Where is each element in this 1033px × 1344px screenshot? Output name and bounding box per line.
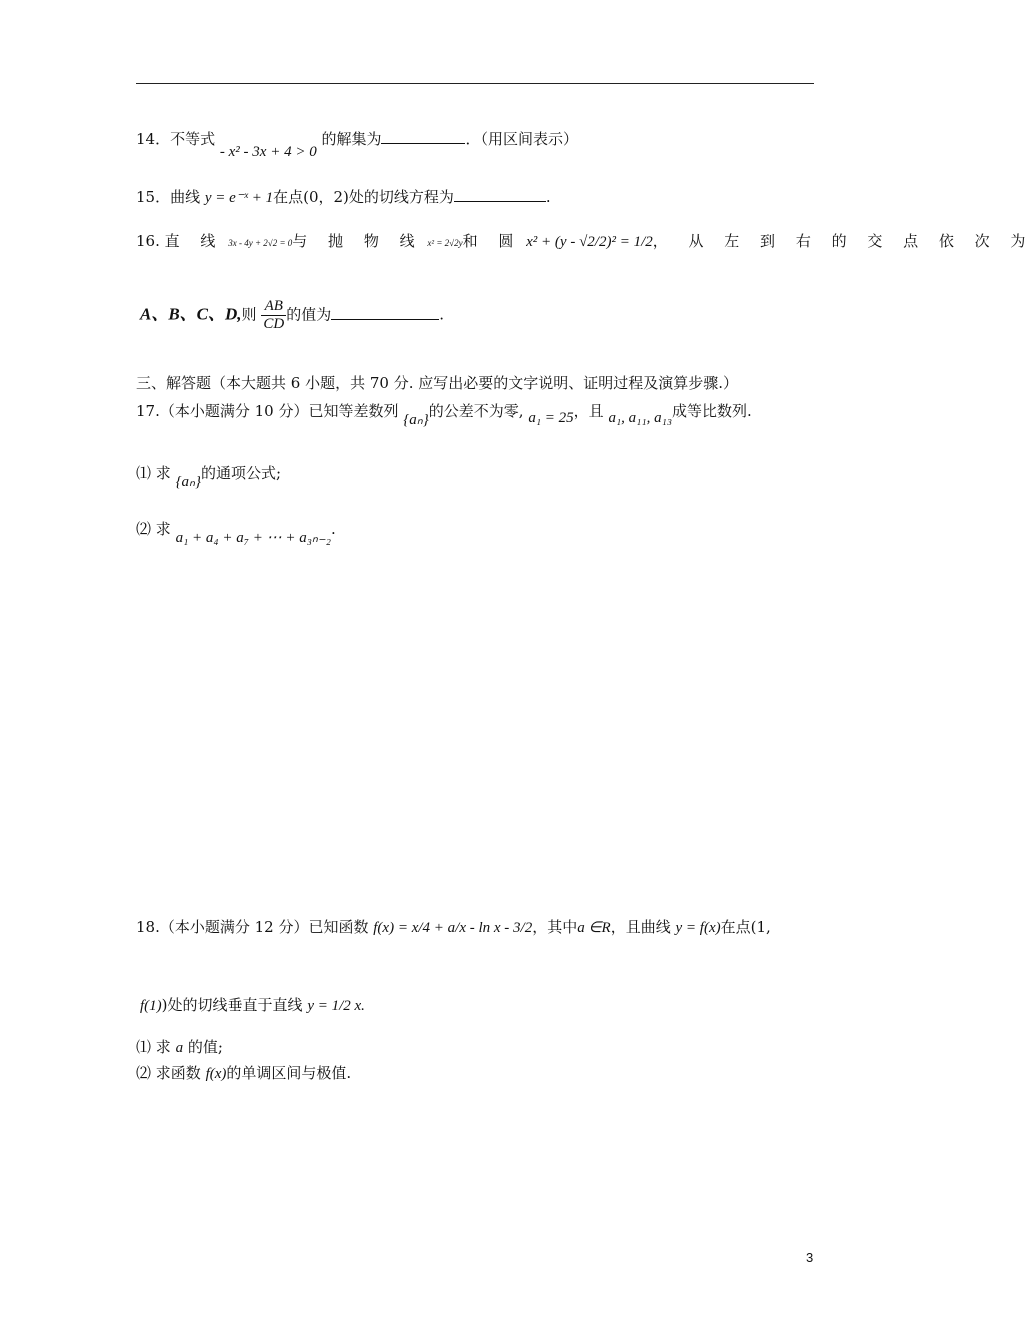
question-17-part-2 — [136, 518, 336, 546]
q18-part-1-label: ⑴ 求 — [136, 1038, 171, 1056]
q17-and: ，且 — [573, 402, 604, 420]
q16-fraction-denominator: CD — [263, 316, 285, 332]
q14-prefix: 不等式 — [170, 130, 216, 148]
section-3-heading: 三、解答题（本大题共 6 小题，共 70 分. 应写出必要的文字说明、证明过程及演算步骤.） — [136, 374, 739, 392]
q16-answer-blank[interactable] — [331, 305, 439, 320]
q16-then: 则 — [241, 305, 257, 324]
question-17 — [136, 400, 752, 428]
q14-answer-blank[interactable] — [381, 129, 465, 144]
q18-curve: y = f(x) — [675, 920, 721, 936]
q17-part-1-text: 的通项公式; — [201, 464, 282, 482]
q18-part-2-text: 的单调区间与极值. — [226, 1064, 352, 1082]
page-number: 3 — [806, 1250, 814, 1265]
q18-part-2-function: f(x) — [205, 1066, 227, 1082]
question-18-continued — [140, 994, 365, 1017]
q15-end: . — [545, 188, 551, 206]
q18-part-2-label: ⑵ 求函数 — [136, 1064, 201, 1082]
q15-curve: y = e⁻ˣ + 1 — [204, 190, 274, 206]
q17-part-2-label: ⑵ 求 — [136, 520, 171, 538]
question-16-continued — [140, 298, 444, 333]
q16-middle-1: 与 抛 物 线 — [292, 232, 423, 250]
q14-end: ．（用区间表示） — [465, 130, 578, 148]
q16-number: 16. — [136, 232, 160, 250]
q17-end: 成等比数列. — [672, 402, 752, 420]
question-14 — [136, 128, 578, 160]
q17-middle: 的公差不为零, — [428, 402, 524, 420]
q16-middle-2: 和 圆 — [462, 232, 522, 250]
q15-answer-blank[interactable] — [454, 187, 546, 202]
q18-function: f(x) = x/4 + a/x - ln x - 3/2 — [373, 920, 533, 936]
q16-line-equation: 3x - 4y + 2√2 = 0 — [228, 238, 293, 248]
q18-point: f(1) — [140, 998, 162, 1014]
q18-and-curve: ，且曲线 — [610, 918, 671, 936]
question-16 — [136, 230, 1033, 254]
q15-middle: 在点(0，2)处的切线方程为 — [273, 188, 454, 206]
question-17-part-1 — [136, 462, 282, 490]
q16-parabola-equation: x² = 2√2y — [427, 238, 463, 248]
q18-head: 18.（本小题满分 12 分）已知函数 — [136, 918, 369, 936]
q18-line: y = 1/2 x. — [307, 998, 365, 1014]
q18-end: 在点(1, — [720, 918, 771, 936]
q17-first-term: a₁ = 25 — [528, 410, 574, 426]
q16-circle-equation: x² + (y - √2/2)² = 1/2 — [526, 234, 653, 250]
q17-part-2-end: . — [331, 520, 336, 538]
q17-part-1-label: ⑴ 求 — [136, 464, 171, 482]
q17-head: 17.（本小题满分 10 分）已知等差数列 — [136, 402, 399, 420]
q14-number: 14． — [136, 130, 171, 148]
q15-number: 15． — [136, 188, 171, 206]
q17-sequence: {aₙ} — [403, 412, 429, 428]
q16-value-label: 的值为 — [286, 305, 332, 324]
q16-prefix: 直 线 — [164, 232, 224, 250]
q14-suffix: 的解集为 — [321, 130, 382, 148]
header-rule — [136, 83, 814, 84]
question-18 — [136, 916, 771, 939]
q18-condition: a ∈R — [577, 920, 611, 936]
q18-where: ，其中 — [532, 918, 578, 936]
q18-part-1-text: 的值; — [187, 1038, 223, 1056]
q16-ratio-fraction — [261, 298, 286, 333]
q16-end: ， 从 左 到 右 的 交 点 依 次 为 — [652, 232, 1033, 250]
q17-part-1-sequence: {aₙ} — [175, 474, 202, 490]
q17-terms: a₁, a₁₁, a₁₃ — [608, 410, 673, 426]
q16-end-period: . — [439, 305, 444, 324]
q16-points: A、B、C、D, — [140, 304, 242, 324]
q15-prefix: 曲线 — [170, 188, 201, 206]
q18-tangent-text: )处的切线垂直于直线 — [161, 996, 303, 1014]
question-18-part-1 — [136, 1036, 223, 1059]
q18-part-1-variable: a — [175, 1040, 184, 1056]
q17-part-2-sum: a₁ + a₄ + a₇ + ⋯ + a₃ₙ₋₂ — [175, 530, 332, 546]
q16-fraction-numerator: AB — [261, 298, 286, 316]
question-18-part-2 — [136, 1062, 351, 1085]
q14-inequality: - x² - 3x + 4 > 0 — [219, 144, 317, 160]
question-15 — [136, 186, 551, 209]
